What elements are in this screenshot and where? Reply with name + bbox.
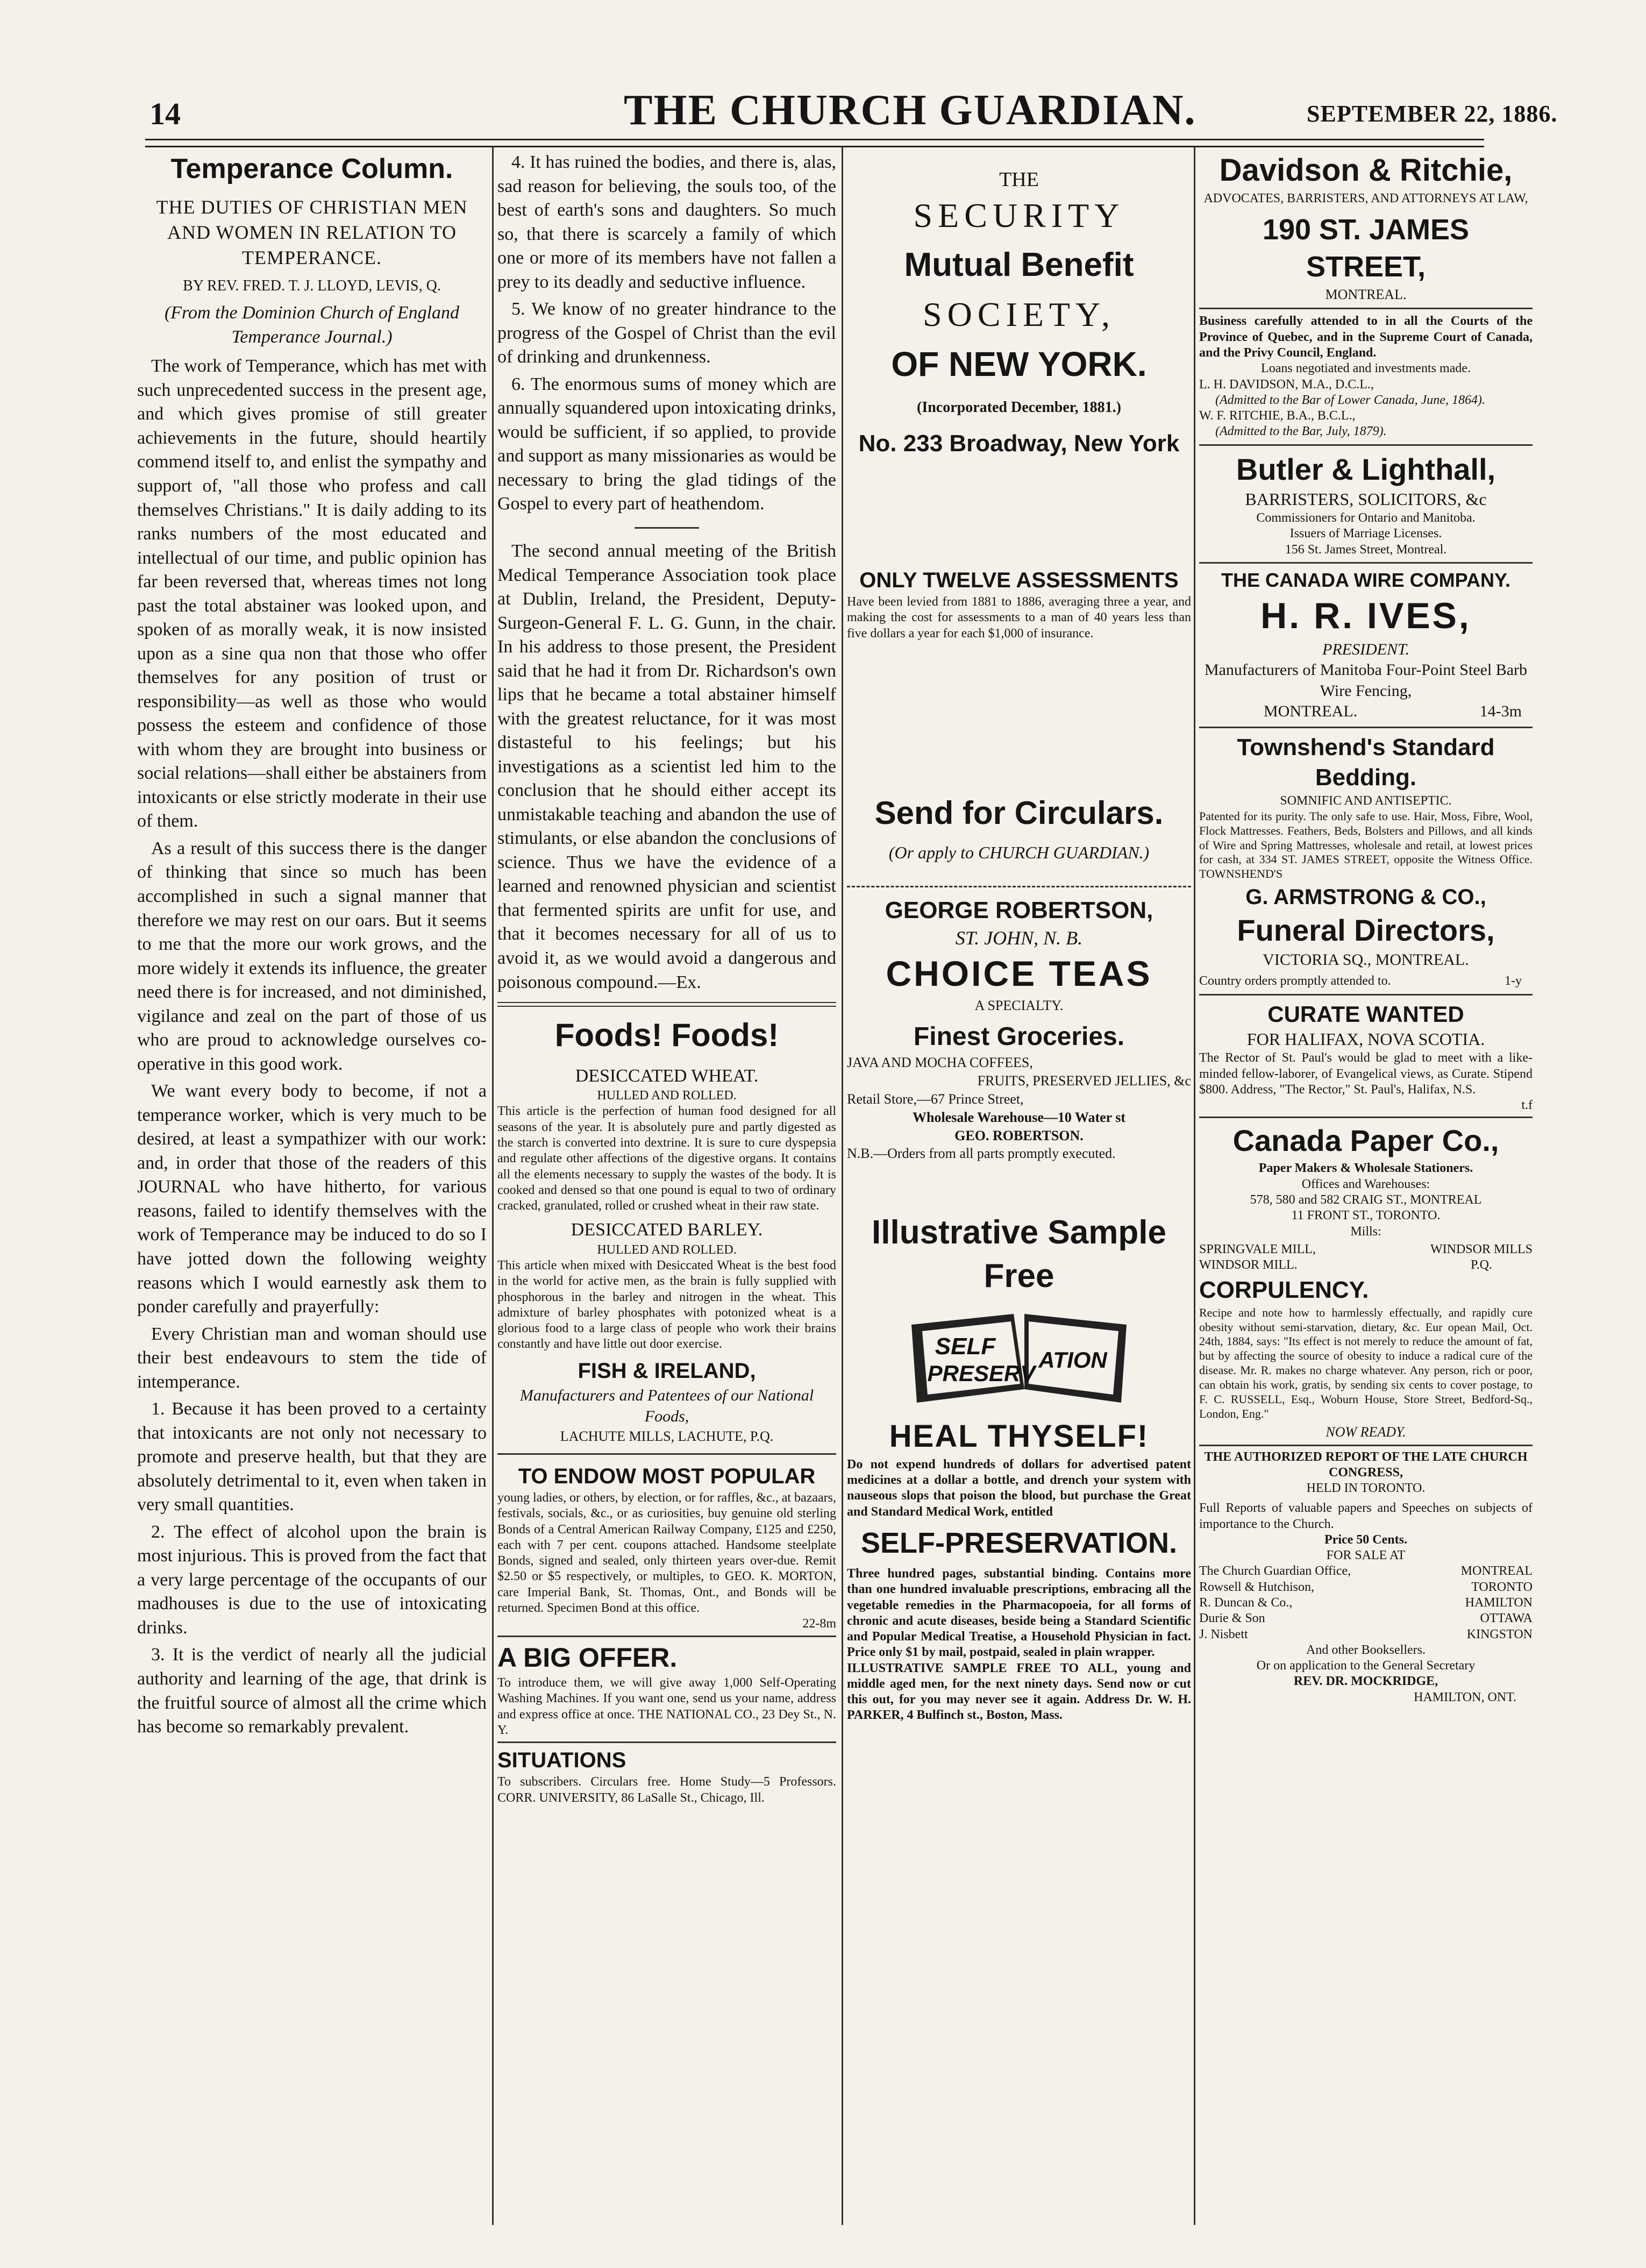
davidson-admitted: (Admitted to the Bar of Lower Canada, June, 1864). [1215,393,1485,407]
loans-note: Loans negotiated and investments made. [1261,361,1471,376]
article-paragraph: 1. Because it has been proved to a certainty that intoxicants are not only not necessary to promote and preserve health, but that they are absolutely detrimental to it, even when taken in very small quantities. [137,1399,487,1515]
society-title: SOCIETY, [923,295,1115,334]
article-paragraph: 5. We know of no greater hindrance to the progress of the Gospel of Christ than the evil of drinking and drunkenness. [497,299,836,367]
seller-city: OTTAWA [1480,1611,1533,1626]
ives-president: PRESIDENT. [1322,641,1409,659]
seller-city: KINGSTON [1466,1627,1533,1641]
seller-city: MONTREAL [1460,1564,1533,1579]
ives-body: Manufacturers of Manitoba Four-Point Steel Barb Wire Fencing, [1204,661,1528,700]
page-number: 14 [149,96,181,131]
specialty: A SPECIALTY. [974,998,1064,1014]
column-2 [497,151,836,2220]
windsor-mills: WINDSOR MILLS [1430,1242,1533,1256]
incorporated-note: (Incorporated December, 1881.) [917,399,1121,416]
assessments-body: Have been levied from 1881 to 1886, averaging three a year, and making the cost for assessments to a man of 40 years less than five dollars a year for each $1,000 of insurance. [847,595,1191,641]
java-coffees: JAVA AND MOCHA COFFEES, [847,1055,1033,1071]
fish-name: FISH & IRELAND, [578,1359,756,1383]
sample-offer: ILLUSTRATIVE SAMPLE FREE TO ALL, young and middle aged men, for the next ninety days. Send now or cut this out, for you may never see it again. Address Dr. W. H. PARKER, 4 Bulfinch st., Boston, Mass. [847,1661,1191,1723]
armstrong-name: G. ARMSTRONG & CO., [1245,885,1486,909]
security-address: No. 233 Broadway, New York [858,430,1180,457]
assessments-heading: ONLY TWELVE ASSESSMENTS [859,568,1179,593]
heal-body: Do not expend hundreds of dollars for advertised patent medicines at a dollar a bottle, and drench your system with nauseous slops that poison the blood, but purchase the Great and Standard Medical Work, entitled [847,1457,1191,1519]
davidson-title: Davidson & Ritchie, [1219,153,1513,188]
divider [635,527,699,529]
corpulency-body: Recipe and note how to harmlessly effectually, and rapidly cure obesity without semi-starvation, dietary, &c. Eur opean Mail, Oct. 24th, 1884, says: "Its effect is not merely to reduce the amount of fat, but by affecting the source of obesity to induce a radical cure of the disease. Mr. R. makes no charge whatever. Any person, rich or poor, can obtain his work, gratis, by sending six cents to cover postage, to F. C. RUSSELL, Esq., Woburn House, Store Street, Bedford-Sq., London, Eng." [1199,1305,1533,1420]
corpulency-heading: CORPULENCY. [1199,1277,1369,1304]
wholesale-warehouse: Wholesale Warehouse—10 Water st [912,1109,1126,1125]
seller-city: HAMILTON [1465,1596,1533,1610]
robertson-city: ST. JOHN, N. B. [955,927,1083,949]
seller-name: R. Duncan & Co., [1199,1596,1293,1610]
divider [1199,1445,1533,1446]
situations-heading: SITUATIONS [497,1748,626,1773]
book-text-left: SELF [935,1333,996,1360]
orders-note: N.B.—Orders from all parts promptly executed. [847,1146,1116,1162]
butler-line: 156 St. James Street, Montreal. [1285,542,1447,557]
street-address: 190 ST. JAMES STREET, [1262,213,1470,283]
divider [1199,727,1533,728]
new-york-title: OF NEW YORK. [891,345,1147,384]
mills-label: Mills: [1350,1224,1381,1239]
paper-company: Canada Paper Co., [1232,1124,1499,1158]
front-address: 11 FRONT ST., TORONTO. [1291,1208,1441,1223]
column-1 [137,151,487,2220]
divider [1199,994,1533,996]
report-body: Full Reports of valuable papers and Speeches on subjects of importance to the Church. [1199,1501,1533,1531]
robertson-name: GEORGE ROBERTSON, [885,897,1153,923]
seller-name: J. Nisbett [1199,1627,1248,1641]
self-preservation-body: Three hundred pages, substantial binding. Contains more than one hundred invaluable prescriptions, embracing all the vegetable remedies in the Pharmacopoeia, for all forms of chronic and acute diseases, beside being a Standard Scientific and Popular Medical Treatise, a Household Physician in fact. Price only $1 by mail, postpaid, sealed in plain wrapper. [847,1567,1191,1660]
curate-location: FOR HALIFAX, NOVA SCOTIA. [1246,1029,1485,1049]
divider [497,1741,836,1743]
paper-subtitle: Paper Makers & Wholesale Stationers. [1258,1161,1473,1176]
divider [1199,444,1533,446]
sample-free-heading: Illustrative Sample Free [872,1214,1166,1295]
springvale-mill: SPRINGVALE MILL, [1199,1242,1316,1256]
robertson-signature: GEO. ROBERTSON. [954,1127,1084,1143]
mutual-benefit: Mutual Benefit [904,246,1134,283]
spacer [847,459,1191,566]
security-title: SECURITY [913,196,1125,235]
curate-wanted: CURATE WANTED [1267,1001,1464,1027]
finest-groceries: Finest Groceries. [913,1022,1125,1051]
article-paragraph: 2. The effect of alcohol upon the brain is most injurious. This is proved from the fact that a very large percentage of the occupants of our madhouses is due to the use of intoxicating drinks. [137,1522,487,1638]
situations-body: To subscribers. Circulars free. Home Study—5 Professors. CORR. UNIVERSITY, 86 LaSalle St., Chicago, Ill. [497,1775,836,1805]
business-note: Business carefully attended to in all the Courts of the Province of Quebec, and in the Supreme Court of Canada, and the Privy Council, England. [1199,314,1533,360]
advocates-line: ADVOCATES, BARRISTERS, AND ATTORNEYS AT LAW, [1203,191,1528,206]
seller-city: TORONTO [1471,1580,1533,1594]
funeral-directors: Funeral Directors, [1237,913,1495,948]
fruits-preserves: FRUITS, PRESERVED JELLIES, &c [977,1073,1191,1089]
section-heading: Temperance Column. [170,153,453,184]
other-booksellers: And other Booksellers. [1306,1643,1426,1657]
heal-thyself: HEAL THYSELF! [889,1419,1149,1454]
country-code: 1-y [1505,974,1522,989]
article-paragraph: 6. The enormous sums of money which are annually squandered upon intoxicating drinks, would be sufficient, if so applied, to provide and support as many missionaries as would be necessary to bring the glad tidings of the Gospel to every part of heathendom. [497,374,836,514]
article-paragraph: Every Christian man and woman should use their best endeavours to stem the tide of intemperance. [137,1324,487,1392]
article-paragraph: We want every body to become, if not a temperance worker, which is very much to be desired, at least a sympathizer with our work: and, in order that those of the readers of this JOURNAL who have hitherto, for various reasons, failed to identify themselves with the work of Temperance may be induced to do so I have jotted down the following weighty reasons which I would earnestly ask them to ponder carefully and prayerfully: [137,1081,487,1317]
column-rule [1194,146,1195,2225]
retail-store: Retail Store,—67 Prince Street, [847,1091,1024,1107]
column-rule [492,146,494,2225]
somnific-line: SOMNIFIC AND ANTISEPTIC. [1280,794,1452,808]
open-book-icon [901,1303,1137,1411]
divider [497,1636,836,1637]
curate-code: t.f [1521,1098,1533,1113]
report-held: HELD IN TORONTO. [1306,1481,1426,1496]
column-3 [847,151,1191,2220]
column-4 [1199,151,1533,2220]
book-text-mid: PRESERV [927,1361,1036,1387]
secretary-city: HAMILTON, ONT. [1414,1690,1516,1704]
offer-heading: A BIG OFFER. [497,1642,678,1673]
self-preservation-title: SELF-PRESERVATION. [860,1526,1178,1559]
article-paragraph: 4. It has ruined the bodies, and there is, alas, sad reason for believing, the souls too, of the best of earth's sons and daughters. So much so, that there is scarcely a family of which one or more of its members have not fallen a prey to its deadly and seductive influence. [497,152,836,292]
now-ready: NOW READY. [1326,1424,1406,1440]
apply-secretary: Or on application to the General Secretary [1256,1659,1476,1673]
article-paragraph: As a result of this success there is the danger of thinking that since so much has been accomplished in such a signal manner that therefore we may rest on our oars. But it seems to me that the more our work grows, and the more widely it extends its influence, the greater need there is for increased, and not diminished, vigilance and zeal on the part of those of us who are proud to acknowledge ourselves co-operative in this good work. [137,838,487,1074]
barley-title: DESICCATED BARLEY. [571,1220,763,1240]
header-rule [145,139,1484,147]
spacer [847,1163,1191,1211]
butler-subtitle: BARRISTERS, SOLICITORS, &c [1245,489,1487,509]
secretary-name: REV. DR. MOCKRIDGE, [1293,1674,1438,1689]
butler-title: Butler & Lighthall, [1236,452,1496,486]
ives-name: H. R. IVES, [1260,595,1471,637]
paper-title: THE CHURCH GUARDIAN. [624,87,1196,134]
wheat-subtitle: HULLED AND ROLLED. [597,1089,737,1103]
fish-address: LACHUTE MILLS, LACHUTE, P.Q. [560,1428,774,1444]
article-source: (From the Dominion Church of England Temperance Journal.) [164,303,460,347]
wire-company: THE CANADA WIRE COMPANY. [1221,568,1510,591]
seller-name: The Church Guardian Office, [1199,1564,1351,1579]
curate-body: The Rector of St. Paul's would be glad to meet with a like-minded fellow-laborer, of Evangelical views, as Curate. Stipend $800. Address, "The Rector," St. Paul's, Halifax, N.S. [1199,1051,1533,1097]
divider [497,1453,836,1455]
divider [1199,308,1533,309]
wheat-title: DESICCATED WHEAT. [575,1065,759,1086]
endow-body: young ladies, or others, by election, or for raffles, &c., at bazaars, festivals, socials, &c., or as curiosities, buy genuine old sterling Bonds of a Central American Railway Company, £125 and £250, each with 7 per cent. coupons attached. Handsome steelplate Bonds, signed and sealed, only thirteen years over-due. Remit $2.50 or $5 respectively, or multiples, to GEO. K. MORTON, care Imperial Bank, St. Thomas, Ont., and Bonds will be returned. Specimen Bond at this office. [497,1491,836,1615]
townshend-body: Patented for its purity. The only safe to use. Hair, Moss, Fibre, Wool, Flock Mattresses. Feathers, Beds, Bolsters and Pillows, and all kinds of Wire and Spring Mattresses, wholesale and retail, at lowest prices for cash, at 334 ST. JAMES STREET, opposite the Witness Office. TOWNSHEND'S [1199,809,1533,881]
apply-note: (Or apply to CHURCH GUARDIAN.) [888,842,1150,862]
offer-body: To introduce them, we will give away 1,000 Self-Operating Washing Machines. If you want one, send us your name, address and express office at once. THE NATIONAL CO., 23 Dey St., N. Y. [497,1676,836,1737]
divider [1199,562,1533,564]
report-price: Price 50 Cents. [1324,1532,1407,1547]
country-orders: Country orders promptly attended to. [1199,974,1391,989]
book-text-right: ATION [1038,1347,1107,1373]
barley-subtitle: HULLED AND ROLLED. [597,1242,737,1257]
craig-address: 578, 580 and 582 CRAIG ST., MONTREAL [1250,1193,1482,1207]
article-paragraph: 3. It is the verdict of nearly all the judicial authority and learning of the age, that drink is the fruitful source of almost all the crime which has become so remarkably prevalent. [137,1645,487,1737]
issue-date: SEPTEMBER 22, 1886. [1307,101,1558,127]
ives-city: MONTREAL. [1264,702,1358,721]
send-circulars: Send for Circulars. [874,794,1164,831]
victoria-address: VICTORIA SQ., MONTREAL. [1263,951,1469,969]
wheat-body: This article is the perfection of human food designed for all seasons of the year. It is absolutely pure and partly digested as the starch is converted into dextrine. It is sure to cure dyspepsia and regulate other affections of the digestive organs. It contains all the elements necessary to supply the wastes of the body. It is cooked and densed so that one pound is equal to two of ordinary cracked, granulated, rolled or crushed wheat in their raw state. [497,1104,836,1213]
article-paragraph: The work of Temperance, which has met with such unprecedented success in the present age, and which gives promise of still greater achievements in the future, should heartily commend itself to, and enlist the sympathy and support of, "all those who profess and call themselves Christians." It is daily adding to its ranks numbers of the most educated and intellectual of our time, and public opinion has far been reversed that, whereas times not long past the total abstainer was looked upon, and spoken of as morally weak, it is now insisted upon as a sine qua non that those who offer themselves for any position of trust or responsibility—as well as those who would possess the esteem and confidence of those with whom they are brought into business or social relations—shall either be abstainers from intoxicants or else strictly moderate in their use of them. [137,356,487,831]
windsor-mill: WINDSOR MILL. [1199,1258,1298,1272]
spacer [847,642,1191,792]
townshend-title: Townshend's Standard Bedding. [1237,734,1495,791]
offices-label: Offices and Warehouses: [1301,1177,1430,1191]
pq-label: P.Q. [1470,1258,1493,1272]
endow-code: 22-8m [802,1617,836,1631]
barley-body: This article when mixed with Desiccated Wheat is the best food in the world for active men, as the brain is fully supplied with phosphorous in the barley and nitrogen in the wheat. This admixture of barley phosphates with potonized wheat is a glorious food to a large class of people who work their brains constantly and have little out door exercise. [497,1259,836,1352]
ritchie-admitted: (Admitted to the Bar, July, 1879). [1215,424,1387,439]
lawyer-ritchie: W. F. RITCHIE, B.A., B.C.L., [1199,409,1356,423]
divider [847,886,1191,887]
montreal-label: MONTREAL. [1325,287,1407,303]
choice-teas: CHOICE TEAS [886,953,1152,993]
butler-line: Commissioners for Ontario and Manitoba. [1256,511,1476,525]
lawyer-davidson: L. H. DAVIDSON, M.A., D.C.L., [1199,377,1374,392]
divider [497,1002,836,1007]
news-paragraph: The second annual meeting of the British Medical Temperance Association took place at Dublin, Ireland, the President, Deputy-Surgeon-General F. L. G. Gunn, in the chair. In his address to those present, the President said that he had it from Dr. Richardson's own lips that he became a total abstainer himself with the greatest reluctance, for it was most distasteful to his feelings; but his investigations as a scientist led him to the conclusion that he should either accept its unmistakable teaching and abandon the use of stimulants, or else abandon the conclusions of science. Thus we have the evidence of a learned and renowned physician and scientist that fermented spirits are unfit for use, and that it becomes necessary for all of us to avoid it, as we would avoid a dangerous and poisonous compound.—Ex. [497,541,836,992]
foods-heading: Foods! Foods! [554,1017,779,1054]
seller-name: Durie & Son [1199,1611,1265,1626]
column-rule [842,146,843,2225]
report-title: THE AUTHORIZED REPORT OF THE LATE CHURCH CONGRESS, [1204,1449,1528,1480]
security-the: THE [999,168,1039,191]
article-title: THE DUTIES OF CHRISTIAN MEN AND WOMEN IN RELATION TO TEMPERANCE. [156,196,468,269]
seller-name: Rowsell & Hutchison, [1199,1580,1314,1594]
for-sale-at: FOR SALE AT [1326,1548,1406,1563]
butler-line: Issuers of Marriage Licenses. [1289,527,1442,541]
article-byline: BY REV. FRED. T. J. LLOYD, LEVIS, Q. [183,277,441,294]
fish-description: Manufacturers and Patentees of our National Foods, [519,1387,814,1426]
divider [1199,1117,1533,1118]
endow-heading: TO ENDOW MOST POPULAR [518,1464,816,1488]
ives-code: 14-3m [1479,702,1522,721]
